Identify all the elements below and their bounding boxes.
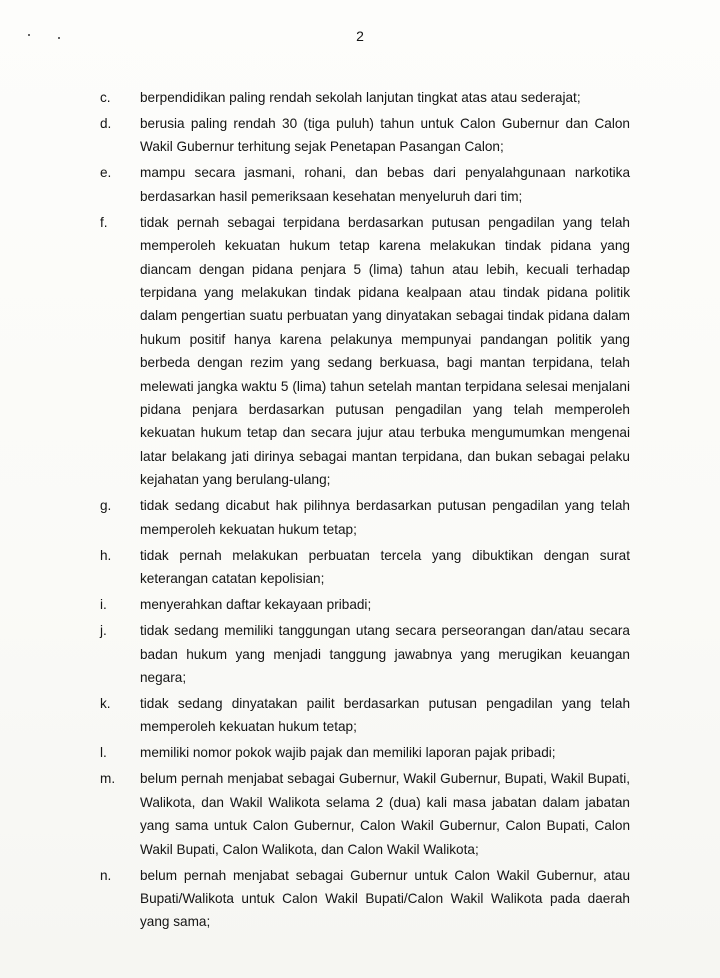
list-item-line: melewati jangka waktu 5 (lima) tahun setelah mantan terpidana selesai menjalani xyxy=(140,378,630,394)
list-item-marker: l. xyxy=(100,745,107,761)
list-item-line: belum pernah menjabat sebagai Gubernur untuk Calon Wakil Gubernur, atau xyxy=(140,867,630,883)
list-item xyxy=(100,692,630,739)
list-item-line: yang sama untuk Calon Gubernur, Calon Wakil Gubernur, Calon Bupati, Calon xyxy=(140,818,630,834)
list-item-line: latar belakang jati dirinya sebagai mantan terpidana, dan bukan sebagai pelaku xyxy=(140,448,630,464)
list-item-line: Bupati/Walikota untuk Calon Wakil Bupati/Calon Wakil Walikota pada daerah xyxy=(140,890,630,906)
list-item-line: memperoleh kekuatan hukum tetap karena melakukan tindak pidana yang xyxy=(140,238,630,254)
list-item-marker: h. xyxy=(100,547,112,563)
list-item-line: dalam pengertian suatu perbuatan yang dinyatakan sebagai tindak pidana dalam xyxy=(140,308,630,324)
list-item-line: Wakil Gubernur terhitung sejak Penetapan Pasangan Calon; xyxy=(140,139,504,155)
list-item-marker: j. xyxy=(100,623,107,639)
list-item-line: menyerahkan daftar kekayaan pribadi; xyxy=(140,597,372,613)
list-item-marker: d. xyxy=(100,116,112,131)
list-item xyxy=(100,619,630,689)
list-item-line: diancam dengan pidana penjara 5 (lima) tahun atau lebih, kecuali terhadap xyxy=(140,261,630,277)
list-item xyxy=(100,86,630,109)
list-item-marker: e. xyxy=(100,165,112,181)
list-item-line: hukum positif hanya karena pelakunya mempunyai pandangan politik yang xyxy=(140,331,630,347)
list-item-line: mampu secara jasmani, rohani, dan bebas dari penyalahgunaan narkotika xyxy=(140,165,630,181)
list-item-marker: n. xyxy=(100,867,112,883)
list-item-line: terpidana yang melakukan tindak pidana kealpaan atau tindak pidana politik xyxy=(140,285,630,301)
list-item-line: tidak sedang memiliki tanggungan utang secara perseorangan dan/atau secara xyxy=(140,623,630,639)
requirements-list xyxy=(100,86,630,936)
list-item-line: tidak pernah sebagai terpidana berdasarkan putusan pengadilan yang telah xyxy=(140,214,630,230)
list-item-line: tidak sedang dinyatakan pailit berdasarkan putusan pengadilan yang telah xyxy=(140,695,630,711)
list-item xyxy=(100,544,630,591)
list-item-line: berpendidikan paling rendah sekolah lanjutan tingkat atas atau sederajat; xyxy=(140,90,581,105)
list-item-marker: m. xyxy=(100,771,116,787)
list-item-line: memiliki nomor pokok wajib pajak dan memiliki laporan pajak pribadi; xyxy=(140,745,556,761)
list-item-line: keterangan catatan kepolisian; xyxy=(140,571,325,587)
list-item-line: belum pernah menjabat sebagai Gubernur, Wakil Gubernur, Bupati, Wakil Bupati, xyxy=(140,771,630,787)
list-item-marker: c. xyxy=(100,90,111,105)
list-item-line: kejahatan yang berulang-ulang; xyxy=(140,472,331,488)
list-item-marker: k. xyxy=(100,695,111,711)
list-item xyxy=(100,112,630,159)
list-item-line: yang sama; xyxy=(140,914,211,930)
list-item-marker: g. xyxy=(100,498,112,514)
list-item xyxy=(100,593,630,616)
list-item-line: kekuatan hukum tetap dan secara jujur atau terbuka mengumumkan mengenai xyxy=(140,425,630,441)
list-item-line: tidak pernah melakukan perbuatan tercela yang dibuktikan dengan surat xyxy=(140,547,630,563)
list-item-marker: f. xyxy=(100,214,108,230)
list-item-line: tidak sedang dicabut hak pilihnya berdasarkan putusan pengadilan yang telah xyxy=(140,498,630,514)
list-item xyxy=(100,161,630,208)
list-item-marker: i. xyxy=(100,597,107,613)
list-item-line: memperoleh kekuatan hukum tetap; xyxy=(140,521,357,537)
list-item xyxy=(100,211,630,492)
page-number: 2 xyxy=(356,28,364,44)
list-item-line: Wakil Bupati, Calon Walikota, dan Calon Wakil Walikota; xyxy=(140,841,479,857)
list-item xyxy=(100,864,630,934)
list-item-line: pidana penjara berdasarkan putusan pengadilan yang telah memperoleh xyxy=(140,402,630,418)
list-item-line: berbeda dengan rezim yang sedang berkuasa, bagi mantan terpidana, telah xyxy=(140,355,630,371)
list-item xyxy=(100,767,630,861)
list-item-line: berdasarkan hasil pemeriksaan kesehatan menyeluruh dari tim; xyxy=(140,188,523,204)
list-item-line: negara; xyxy=(140,669,187,685)
list-item-line: Walikota, dan Wakil Walikota selama 2 (dua) kali masa jabatan dalam jabatan xyxy=(140,794,630,810)
list-item xyxy=(100,494,630,541)
list-item-line: berusia paling rendah 30 (tiga puluh) tahun untuk Calon Gubernur dan Calon xyxy=(140,116,630,131)
list-item xyxy=(100,741,630,764)
list-item-line: badan hukum yang menjadi tanggung jawabnya yang merugikan keuangan xyxy=(140,646,630,662)
list-item-line: memperoleh kekuatan hukum tetap; xyxy=(140,719,357,735)
